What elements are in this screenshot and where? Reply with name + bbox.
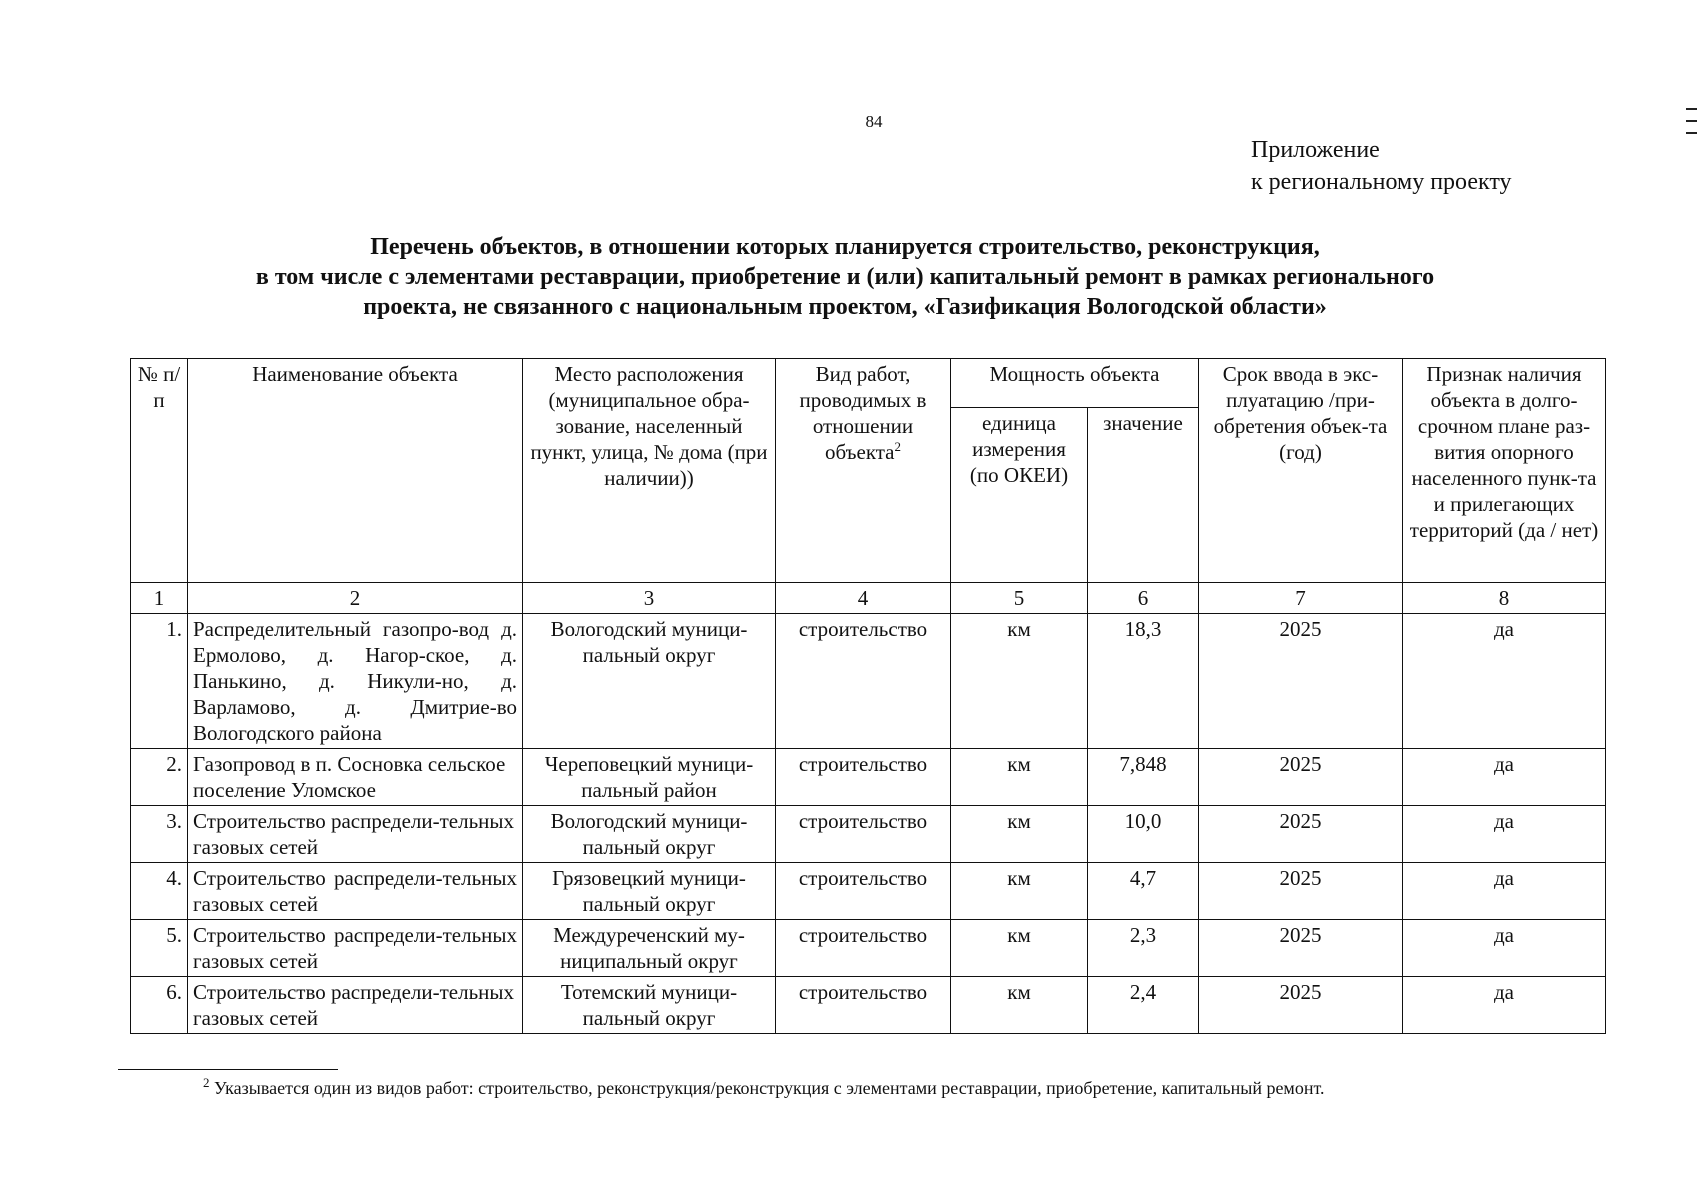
row-year: 2025 bbox=[1199, 614, 1403, 749]
table-row bbox=[131, 863, 1606, 920]
footnote bbox=[203, 1075, 1325, 1099]
row-value: 10,0 bbox=[1088, 806, 1199, 863]
row-location: Тотемский муници-пальный округ bbox=[523, 977, 776, 1034]
column-number: 4 bbox=[776, 583, 951, 614]
row-name: Строительство распредели-тельных газовых сетей bbox=[188, 863, 523, 920]
row-sign: да bbox=[1403, 920, 1606, 977]
row-unit: км bbox=[951, 806, 1088, 863]
row-value: 4,7 bbox=[1088, 863, 1199, 920]
row-work-type: строительство bbox=[776, 749, 951, 806]
row-value: 7,848 bbox=[1088, 749, 1199, 806]
column-number: 6 bbox=[1088, 583, 1199, 614]
row-sign: да bbox=[1403, 749, 1606, 806]
row-sign: да bbox=[1403, 806, 1606, 863]
row-location: Череповецкий муници-пальный район bbox=[523, 749, 776, 806]
footnote-marker: 2 bbox=[203, 1075, 210, 1090]
title-line-3: проекта, не связанного с национальным проектом, «Газификация Вологодской области» bbox=[363, 294, 1327, 320]
header-name: Наименование объекта bbox=[188, 359, 523, 583]
row-location: Междуреченский му-ниципальный округ bbox=[523, 920, 776, 977]
row-year: 2025 bbox=[1199, 977, 1403, 1034]
footnote-text: Указывается один из видов работ: строительство, реконструкция/реконструкция с элементами реставрации, приобретение, капитальный ремонт. bbox=[214, 1078, 1325, 1098]
row-name: Газопровод в п. Сосновка сельское поселение Уломское bbox=[188, 749, 523, 806]
row-work-type: строительство bbox=[776, 920, 951, 977]
column-number: 5 bbox=[951, 583, 1088, 614]
appendix-line-1: Приложение bbox=[1251, 137, 1380, 163]
row-work-type: строительство bbox=[776, 977, 951, 1034]
row-sign: да bbox=[1403, 977, 1606, 1034]
row-name: Строительство распредели-тельных газовых сетей bbox=[188, 806, 523, 863]
header-sign: Признак наличия объекта в долго-срочном плане раз-вития опорного населенного пунк-та и прилегающих территорий (да / нет) bbox=[1403, 359, 1606, 583]
header-work-type bbox=[776, 359, 951, 583]
table-row bbox=[131, 614, 1606, 749]
row-num: 5. bbox=[131, 920, 188, 977]
column-number: 7 bbox=[1199, 583, 1403, 614]
row-num: 1. bbox=[131, 614, 188, 749]
row-unit: км bbox=[951, 977, 1088, 1034]
row-value: 2,3 bbox=[1088, 920, 1199, 977]
row-name: Строительство распредели-тельных газовых сетей bbox=[188, 977, 523, 1034]
title-line-1: Перечень объектов, в отношении которых планируется строительство, реконструкция, bbox=[370, 234, 1320, 260]
footnote-ref: 2 bbox=[894, 439, 902, 454]
row-num: 2. bbox=[131, 749, 188, 806]
header-term: Срок ввода в экс-плуатацию /при-обретения объек-та (год) bbox=[1199, 359, 1403, 583]
table-row bbox=[131, 806, 1606, 863]
header-capacity: Мощность объекта bbox=[951, 359, 1199, 408]
row-value: 18,3 bbox=[1088, 614, 1199, 749]
row-num: 4. bbox=[131, 863, 188, 920]
table-row bbox=[131, 749, 1606, 806]
footnote-separator bbox=[118, 1069, 338, 1070]
row-work-type: строительство bbox=[776, 863, 951, 920]
row-location: Вологодский муници-пальный округ bbox=[523, 806, 776, 863]
row-unit: км bbox=[951, 920, 1088, 977]
row-unit: км bbox=[951, 614, 1088, 749]
margin-mark bbox=[1686, 108, 1697, 144]
page-number: 84 bbox=[865, 112, 883, 131]
header-work-type-text: Вид работ, проводимых в отношении объекта bbox=[799, 362, 927, 464]
row-num: 3. bbox=[131, 806, 188, 863]
document-title bbox=[120, 232, 1570, 322]
table-row bbox=[131, 977, 1606, 1034]
row-year: 2025 bbox=[1199, 920, 1403, 977]
row-year: 2025 bbox=[1199, 749, 1403, 806]
row-location: Грязовецкий муници-пальный округ bbox=[523, 863, 776, 920]
header-num: № п/п bbox=[131, 359, 188, 583]
row-work-type: строительство bbox=[776, 614, 951, 749]
row-unit: км bbox=[951, 749, 1088, 806]
header-location: Место расположения (муниципальное обра-зование, населенный пункт, улица, № дома (при наличии)) bbox=[523, 359, 776, 583]
row-work-type: строительство bbox=[776, 806, 951, 863]
column-number-row bbox=[131, 583, 1606, 614]
column-number: 1 bbox=[131, 583, 188, 614]
appendix-line-2: к региональному проекту bbox=[1251, 169, 1512, 195]
row-name: Строительство распредели-тельных газовых сетей bbox=[188, 920, 523, 977]
column-number: 2 bbox=[188, 583, 523, 614]
appendix-caption bbox=[1251, 134, 1512, 198]
title-line-2: в том числе с элементами реставрации, приобретение и (или) капитальный ремонт в рамках регионального bbox=[255, 264, 1435, 290]
row-sign: да bbox=[1403, 614, 1606, 749]
row-num: 6. bbox=[131, 977, 188, 1034]
row-location: Вологодский муници-пальный округ bbox=[523, 614, 776, 749]
header-value: значение bbox=[1088, 408, 1199, 583]
column-number: 3 bbox=[523, 583, 776, 614]
row-sign: да bbox=[1403, 863, 1606, 920]
header-row bbox=[131, 359, 1606, 408]
objects-table bbox=[130, 358, 1606, 1034]
row-value: 2,4 bbox=[1088, 977, 1199, 1034]
table-row bbox=[131, 920, 1606, 977]
header-unit: единица измерения (по ОКЕИ) bbox=[951, 408, 1088, 583]
row-name: Распределительный газопро-вод д. Ермолово, д. Нагор-ское, д. Панькино, д. Никули-но, д. Варламово, д. Дмитрие-во Вологодского района bbox=[188, 614, 523, 749]
row-year: 2025 bbox=[1199, 863, 1403, 920]
row-unit: км bbox=[951, 863, 1088, 920]
row-year: 2025 bbox=[1199, 806, 1403, 863]
column-number: 8 bbox=[1403, 583, 1606, 614]
